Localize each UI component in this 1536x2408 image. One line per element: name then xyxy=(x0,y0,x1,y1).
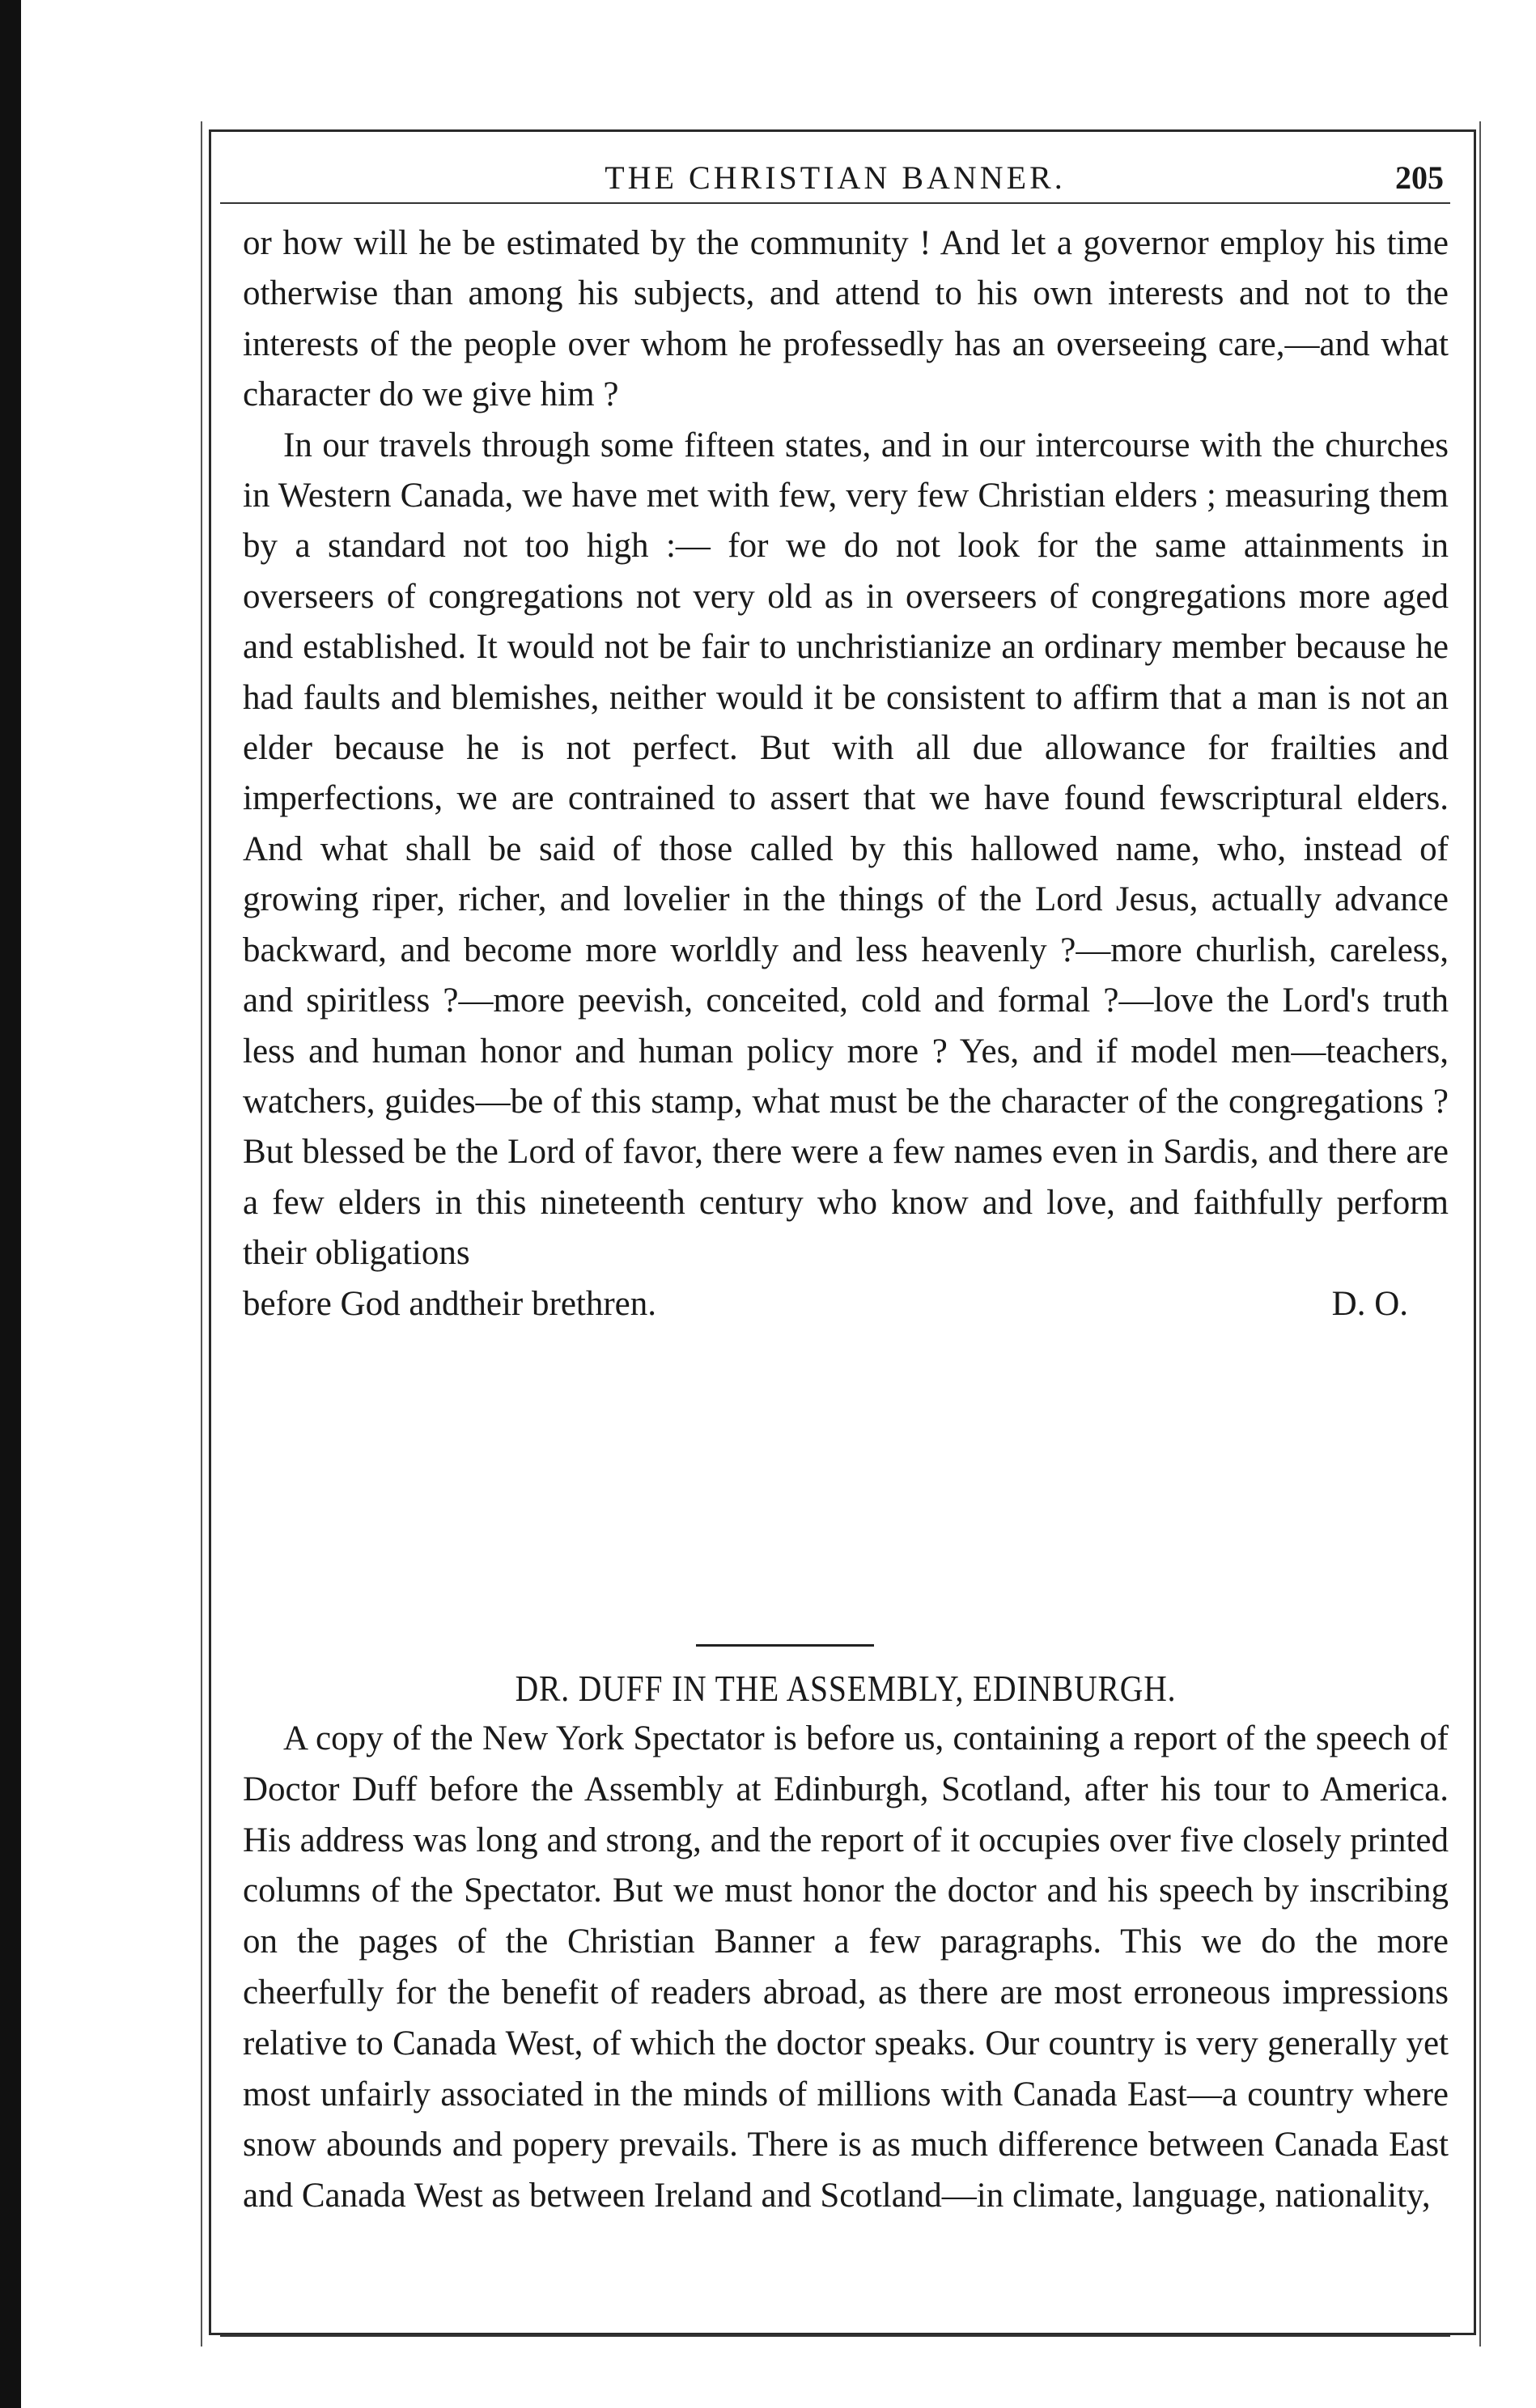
book-binding-edge xyxy=(0,0,21,2408)
closing-line: before God andtheir brethren. xyxy=(243,1284,657,1323)
outer-border-right xyxy=(1479,121,1481,2347)
bottom-border-rule xyxy=(220,2334,1450,2337)
page-number: 205 xyxy=(1395,159,1444,196)
author-signature: D. O. xyxy=(1331,1284,1408,1323)
running-title: THE CHRISTIAN BANNER. xyxy=(605,159,1066,196)
paragraph-3: A copy of the New York Spectator is before us, containing a report of the speech of Doctor Duff before the Assembly at Edinburgh, Scotland, after his tour to America. His address was long and strong, and the report of it occupies over five closely printed columns of the Spectator. But we must honor the doctor and his speech by inscribing on the pages of the Christian Banner a few paragraphs. This we do the more cheerfully for the benefit of readers abroad, as there are most erroneous impressions relative to Canada West, of which the doctor speaks. Our country is very generally yet most unfairly associated in the minds of millions with Canada East—a country where snow abounds and popery prevails. There is as much difference between Canada East and Canada West as between Ireland and Scotland—in climate, language, nationality, xyxy=(243,1719,1449,2215)
section-heading: DR. DUFF IN THE ASSEMBLY, EDINBURGH. xyxy=(515,1668,1177,1709)
running-head xyxy=(220,154,1450,204)
section-divider xyxy=(696,1644,874,1647)
closing-signature-line xyxy=(243,1279,1449,1329)
outer-border-left xyxy=(201,121,202,2347)
paragraph-2: In our travels through some fifteen states, and in our intercourse with the churches in Western Canada, we have met with few, very few Christian elders ; measuring them by a standard not too high :— for we do not look for the same attainments in overseers of congregations not very old as in overseers of congregations more aged and established. It would not be fair to unchristianize an ordinary member because he had faults and blemishes, neither would it be consistent to affirm that a man is not an elder because he is not perfect. But with all due allowance for frailties and imperfections, we are contrained to assert that we have found fewscriptural elders. And what shall be said of those called by this hallowed name, who, instead of growing riper, richer, and lovelier in the things of the Lord Jesus, actually advance backward, and become more worldly and less heavenly ?—more churlish, careless, and spiritless ?—more peevish, conceited, cold and formal ?—love the Lord's truth less and human honor and human policy more ? Yes, and if model men—teachers, watchers, guides—be of this stamp, what must be the character of the congregations ? But blessed be the Lord of favor, there were a few names even in Sardis, and there are a few elders in this nineteenth century who know and love, and faithfully perform their obligations xyxy=(243,426,1449,1273)
article-elders xyxy=(243,218,1449,1329)
paragraph-1: or how will he be estimated by the community ! And let a governor employ his time otherwise than among his subjects, and attend to his own interests and not to the interests of the people over whom he professedly has an overseeing care,—and what character do we give him ? xyxy=(243,224,1449,414)
article-dr-duff xyxy=(243,1714,1449,2222)
